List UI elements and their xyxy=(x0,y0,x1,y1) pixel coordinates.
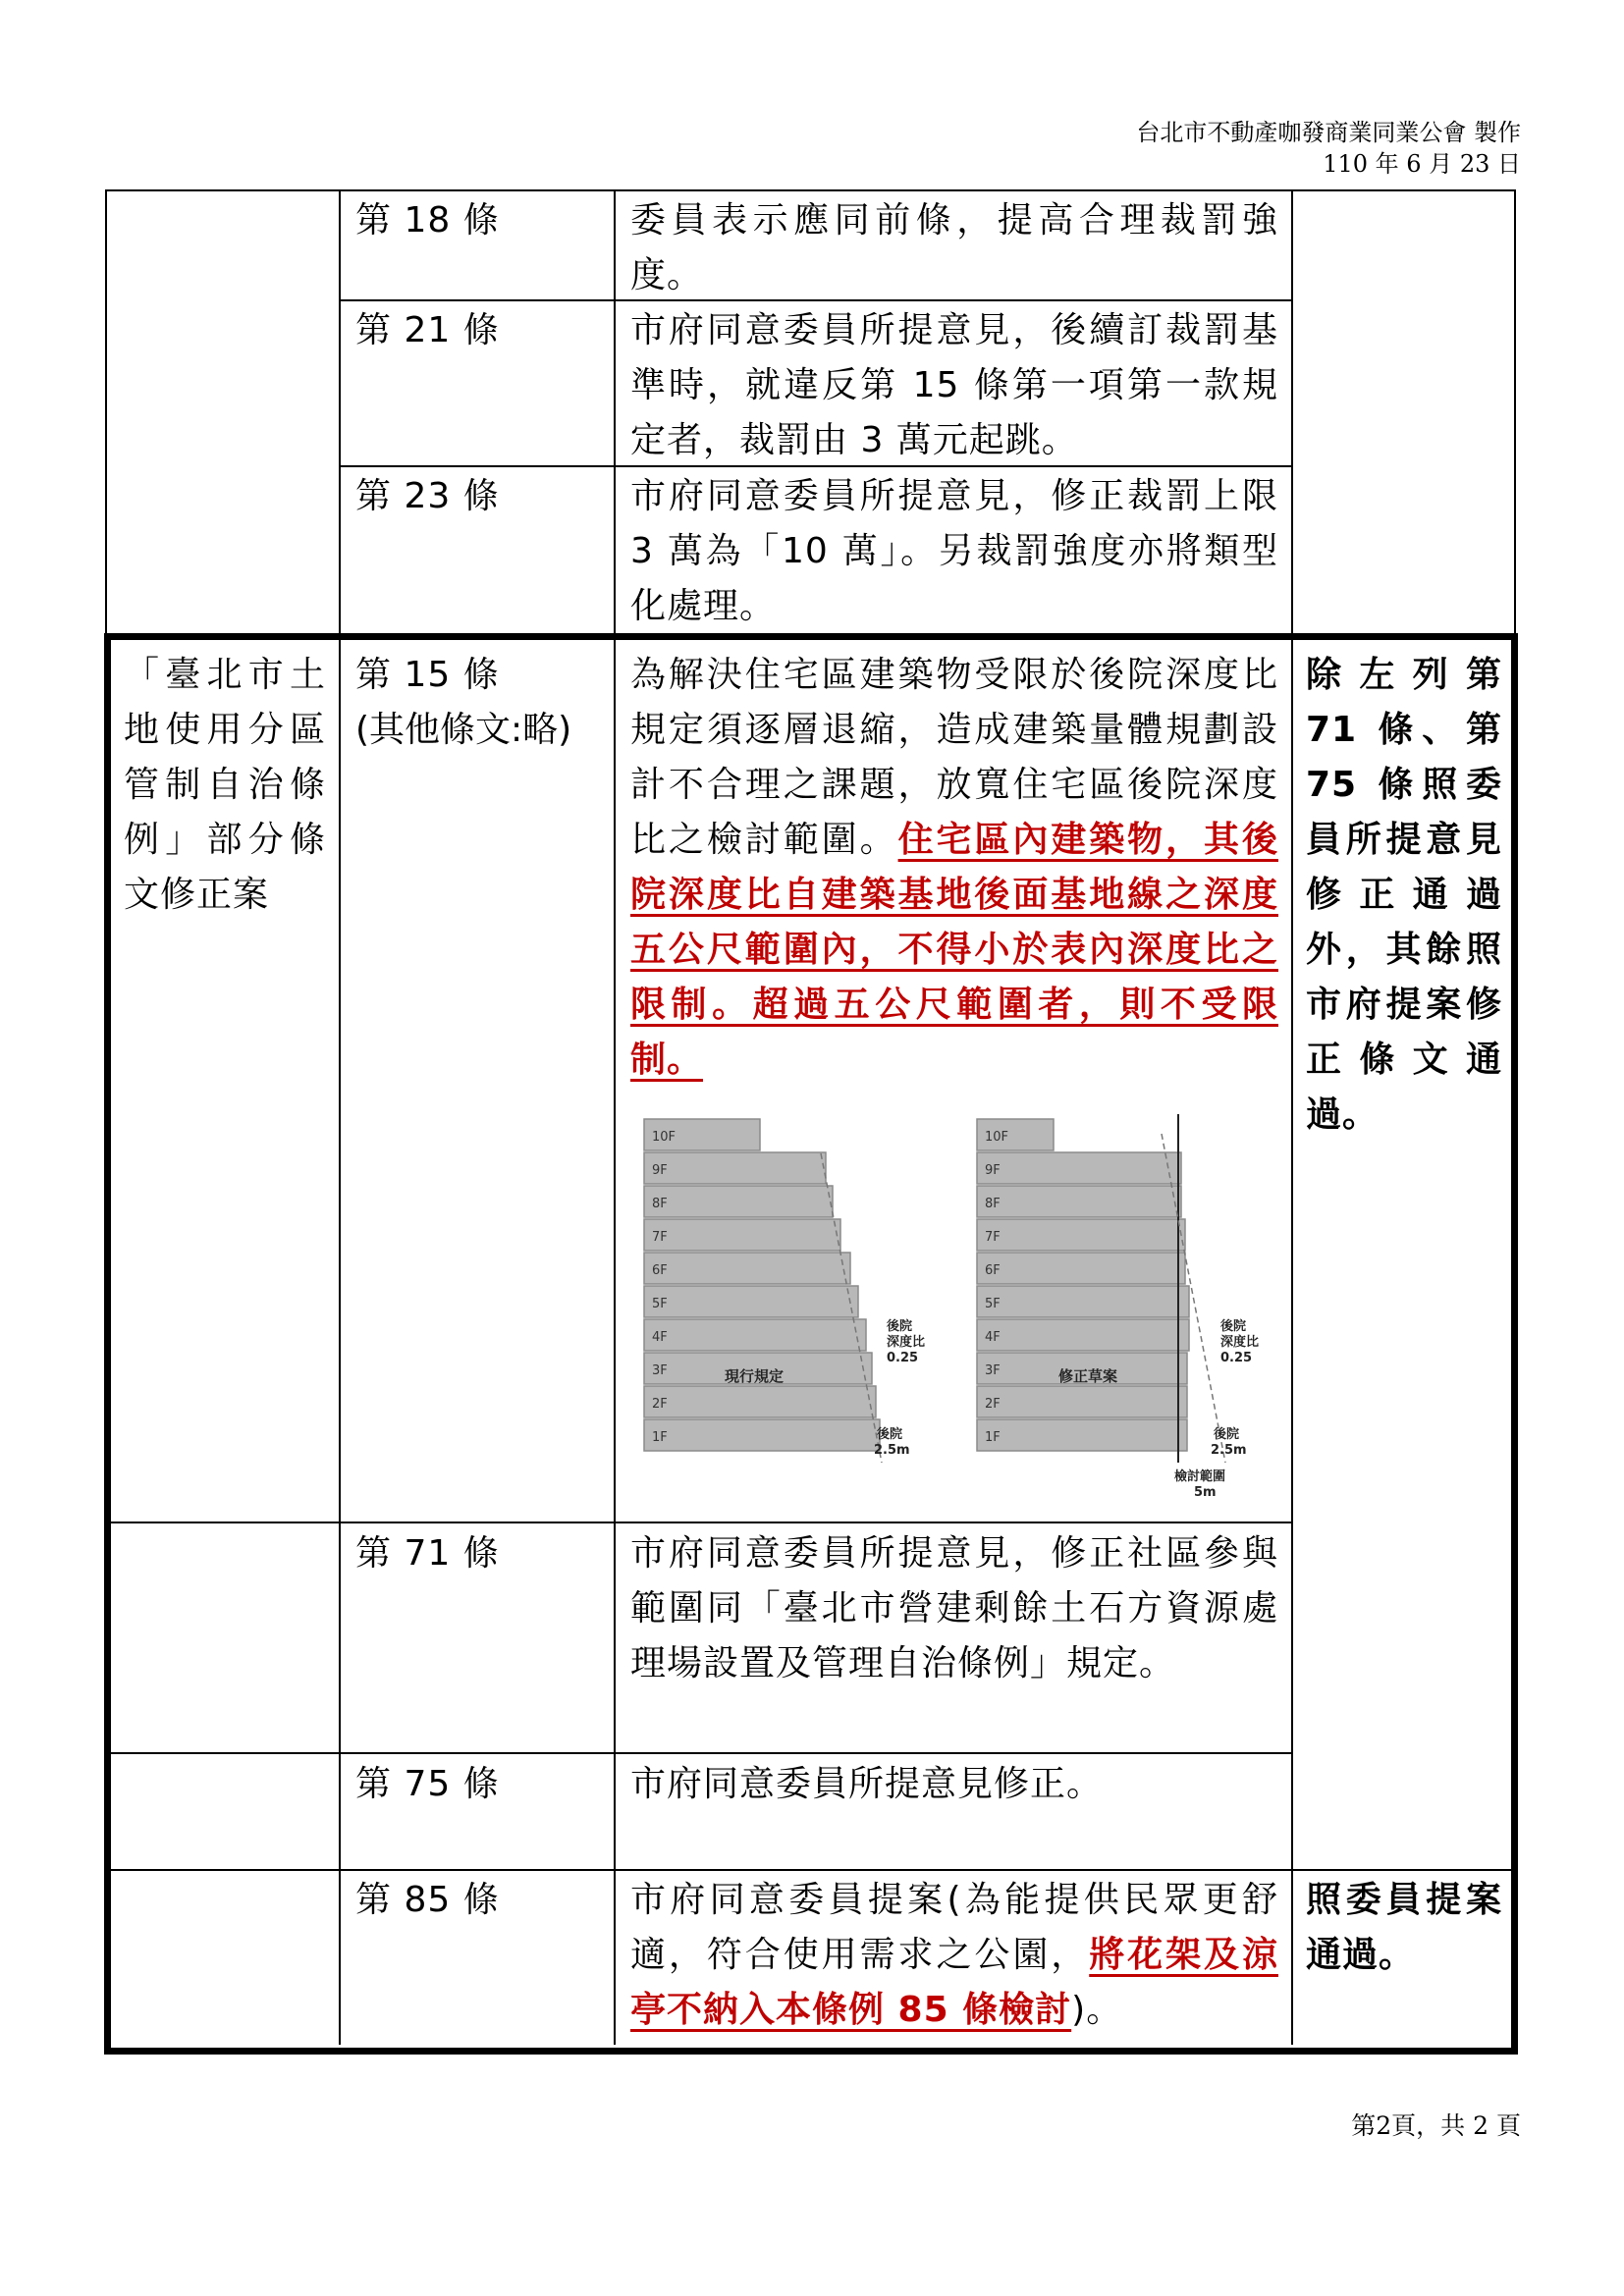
floor-block xyxy=(977,1286,1189,1317)
floor-label: 10F xyxy=(652,1130,677,1145)
floor-block xyxy=(644,1386,876,1417)
article-85: 第 85 條 xyxy=(355,1880,500,1920)
page-footer: 第2頁，共 2 頁 xyxy=(1351,2111,1521,2140)
floor-label: 7F xyxy=(985,1230,1001,1245)
floor-label: 1F xyxy=(652,1430,668,1445)
content-85-highlight: 將花架及涼亭不納入本條例 85 條檢討 xyxy=(630,1935,1278,2030)
content-21: 市府同意委員所提意見，後續訂裁罰基準時，就違反第 15 條第一項第一款規定者，裁罰由 3 萬元起跳。 xyxy=(630,310,1278,460)
diagram-proposed xyxy=(977,1114,1259,1500)
article-21: 第 21 條 xyxy=(355,310,500,350)
content-15 xyxy=(630,648,1278,1088)
svg-text:5m: 5m xyxy=(1194,1485,1217,1500)
article-15-number: 第 15 條 xyxy=(355,655,500,695)
header-org: 台北市不動產咖發商業同業公會 製作 xyxy=(1136,119,1521,146)
floor-label: 7F xyxy=(652,1230,668,1245)
floor-label: 4F xyxy=(985,1330,1001,1345)
svg-text:後院: 後院 xyxy=(1214,1427,1240,1442)
floor-block xyxy=(644,1419,880,1451)
article-15-note: (其他條文:略) xyxy=(355,710,572,750)
content-15-plain: 為解決住宅區建築物受限於後院深度比規定須逐層退縮，造成建築量體規劃設計不合理之課題，放寬住宅區後院深度比之檢討範圍。 xyxy=(630,655,1278,860)
floor-label: 1F xyxy=(985,1430,1001,1445)
rear-yard-diagram xyxy=(636,1104,1284,1512)
floor-block xyxy=(977,1152,1181,1184)
result-main: 除左列第 71 條、第 75 條照委員所提意見修正通過外，其餘照市府提案修正條文通過。 xyxy=(1306,655,1502,1135)
floor-label: 5F xyxy=(652,1297,668,1311)
header-date: 110 年 6 月 23 日 xyxy=(1323,150,1521,178)
floor-block xyxy=(644,1219,840,1251)
floor-block xyxy=(644,1186,833,1217)
svg-text:檢討範圍: 檢討範圍 xyxy=(1174,1469,1226,1484)
article-15 xyxy=(355,648,601,758)
content-75: 市府同意委員所提意見修正。 xyxy=(630,1764,1104,1804)
svg-text:0.25: 0.25 xyxy=(1220,1351,1253,1365)
floor-label: 9F xyxy=(985,1163,1001,1178)
floor-label: 5F xyxy=(985,1297,1001,1311)
diagram-label-proposed: 修正草案 xyxy=(1058,1367,1118,1385)
floor-label: 8F xyxy=(652,1197,668,1211)
content-85: 市府同意委員提案(為能提供民眾更舒適，符合使用需求之公園，將花架及涼亭不納入本條例 85 條檢討)。 xyxy=(630,1880,1278,2030)
article-71: 第 71 條 xyxy=(355,1533,500,1574)
floor-label: 4F xyxy=(652,1330,668,1345)
svg-text:2.5m: 2.5m xyxy=(874,1443,910,1458)
article-75: 第 75 條 xyxy=(355,1764,500,1804)
svg-text:2.5m: 2.5m xyxy=(1211,1443,1247,1458)
svg-text:0.25: 0.25 xyxy=(887,1351,919,1365)
floor-block xyxy=(644,1253,850,1284)
floor-label: 3F xyxy=(652,1363,668,1378)
floor-label: 2F xyxy=(652,1397,668,1412)
floor-block xyxy=(977,1319,1189,1351)
floor-label: 2F xyxy=(985,1397,1001,1412)
section-title: 「臺北市土地使用分區管制自治條例」部分條文修正案 xyxy=(124,655,326,915)
floor-label: 9F xyxy=(652,1163,668,1178)
svg-text:後院: 後院 xyxy=(1220,1319,1247,1334)
svg-text:深度比: 深度比 xyxy=(1220,1335,1260,1350)
article-23: 第 23 條 xyxy=(355,476,500,516)
floor-block xyxy=(977,1219,1185,1251)
content-18: 委員表示應同前條，提高合理裁罰強度。 xyxy=(630,200,1278,295)
floor-block xyxy=(977,1253,1185,1284)
svg-text:深度比: 深度比 xyxy=(887,1335,926,1350)
diagram-label-current: 現行規定 xyxy=(725,1367,785,1385)
content-23: 市府同意委員所提意見，修正裁罰上限 3 萬為「10 萬」。另裁罰強度亦將類型化處理。 xyxy=(630,476,1278,626)
floor-label: 3F xyxy=(985,1363,1001,1378)
floor-label: 10F xyxy=(985,1130,1009,1145)
diagram-current xyxy=(644,1119,925,1463)
floor-block xyxy=(644,1286,858,1317)
floor-block xyxy=(644,1152,826,1184)
floor-block xyxy=(644,1319,866,1351)
result-85: 照委員提案通過。 xyxy=(1306,1880,1502,1975)
content-15-highlight: 住宅區內建築物，其後院深度比自建築基地後面基地線之深度五公尺範圍內，不得小於表內深度比之限制。超過五公尺範圍者，則不受限制。 xyxy=(630,820,1278,1080)
floor-label: 6F xyxy=(652,1263,668,1278)
floor-block xyxy=(977,1186,1181,1217)
floor-block xyxy=(977,1419,1187,1451)
svg-text:後院: 後院 xyxy=(887,1319,913,1334)
floor-label: 8F xyxy=(985,1197,1001,1211)
article-18: 第 18 條 xyxy=(355,200,500,240)
floor-label: 6F xyxy=(985,1263,1001,1278)
svg-text:後院: 後院 xyxy=(877,1427,903,1442)
floor-block xyxy=(977,1386,1187,1417)
content-71: 市府同意委員所提意見，修正社區參與範圍同「臺北市營建剩餘土石方資源處理場設置及管理自治條例」規定。 xyxy=(630,1533,1278,1683)
